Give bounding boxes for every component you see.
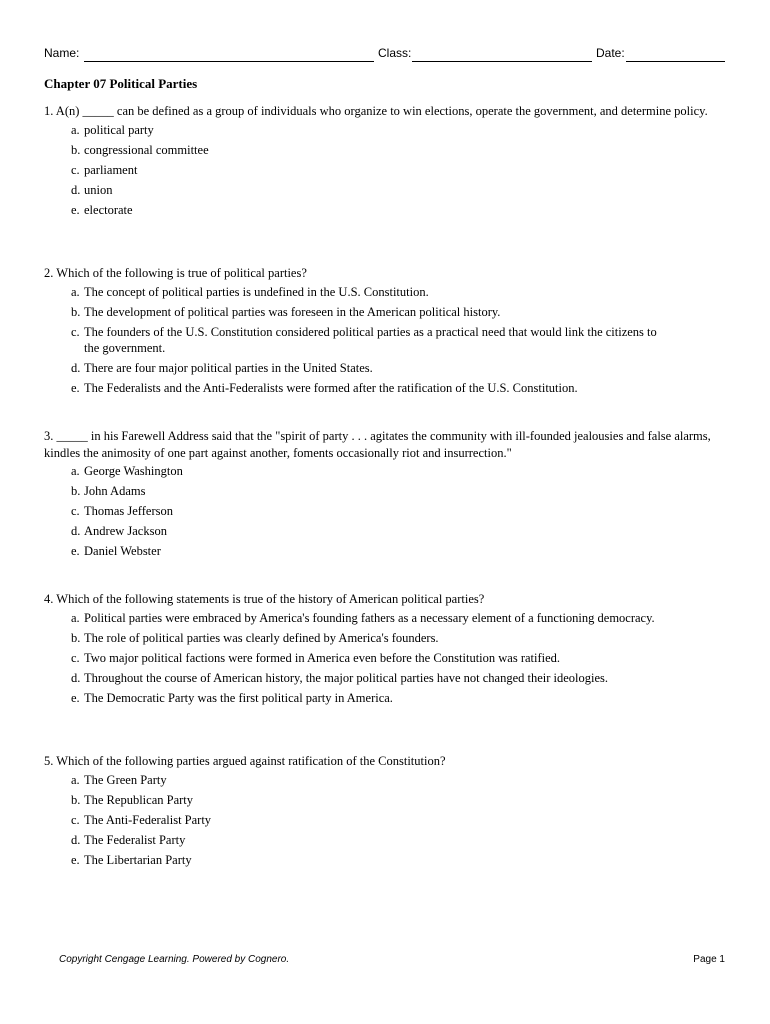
answer-option (44, 360, 724, 377)
question-stem: 2. Which of the following is true of political parties? (44, 266, 307, 280)
answer-option (44, 792, 724, 809)
option-letter: e. (71, 544, 80, 558)
option-text: electorate (84, 202, 133, 217)
option-letter: c. (71, 812, 80, 827)
option-letter: c. (71, 324, 80, 339)
question-stem: 1. A(n) _____ can be defined as a group of individuals who organize to win elections, operate the government, and determine policy. (44, 104, 708, 118)
answer-option (44, 772, 724, 789)
option-letter: c. (71, 504, 80, 518)
option-letter: c. (71, 162, 80, 177)
question-3 (44, 428, 724, 563)
option-text: congressional committee (84, 142, 209, 157)
answer-option (44, 202, 724, 219)
option-letter: d. (71, 182, 81, 197)
option-text: The Republican Party (84, 792, 193, 807)
answer-option (44, 503, 724, 520)
option-letter: c. (71, 650, 80, 665)
option-text: There are four major political parties in the United States. (84, 361, 373, 375)
question-1 (44, 103, 724, 222)
question-4 (44, 591, 724, 710)
option-letter: b. (71, 792, 81, 807)
option-letter: e. (71, 381, 80, 395)
page-footer (59, 954, 725, 965)
option-text: Two major political factions were formed in America even before the Constitution was ratified. (84, 650, 561, 665)
option-text: union (84, 182, 113, 197)
answer-option (44, 543, 724, 560)
answer-option (44, 523, 724, 540)
answer-options (44, 772, 724, 869)
class-blank (412, 61, 592, 62)
answer-option (44, 832, 724, 849)
option-text: Andrew Jackson (84, 524, 167, 538)
question-stem: 4. Which of the following statements is true of the history of American political parties? (44, 592, 485, 606)
question-5 (44, 753, 724, 872)
answer-options (44, 610, 724, 707)
page-number: Page 1 (693, 954, 725, 965)
copyright-text: Copyright Cengage Learning. Powered by Cognero. (59, 954, 290, 965)
question-2 (44, 265, 724, 400)
answer-option (44, 630, 724, 647)
option-letter: b. (71, 630, 81, 645)
answer-option (44, 380, 724, 397)
option-letter: b. (71, 484, 81, 498)
option-text: Throughout the course of American history, the major political parties have not changed their ideologies. (84, 670, 609, 685)
student-info-header (44, 44, 725, 64)
answer-option (44, 610, 724, 627)
option-letter: b. (71, 304, 81, 319)
page-title: Chapter 07 Political Parties (44, 76, 198, 91)
option-letter: b. (71, 142, 81, 157)
answer-option (44, 650, 724, 667)
option-text: The Anti-Federalist Party (84, 812, 212, 827)
question-stem: 3. _____ in his Farewell Address said that the "spirit of party . . . agitates the community with ill-founded jealousies and false alarms, kindles the animosity of one part against another, foments occasionally riot and insurrection." (44, 429, 711, 460)
question-stem: 5. Which of the following parties argued against ratification of the Constitution? (44, 754, 446, 768)
answer-option (44, 483, 724, 500)
answer-option (44, 690, 724, 707)
answer-option (44, 284, 724, 301)
option-text: The development of political parties was foreseen in the American political history. (84, 304, 501, 319)
option-text: parliament (84, 162, 138, 177)
option-letter: d. (71, 361, 81, 375)
option-text: The Green Party (84, 772, 167, 787)
option-letter: a. (71, 772, 80, 787)
answer-options (44, 463, 724, 560)
option-letter: a. (71, 464, 80, 478)
answer-option (44, 182, 724, 199)
answer-option (44, 142, 724, 159)
answer-option (44, 304, 724, 321)
option-letter: a. (71, 122, 80, 137)
option-letter: a. (71, 284, 80, 299)
answer-option (44, 122, 724, 139)
answer-option (44, 162, 724, 179)
answer-option (44, 812, 724, 829)
name-label: Name: (44, 46, 80, 60)
option-text: The Federalists and the Anti-Federalists were formed after the ratification of the U.S. Constitution. (84, 381, 578, 395)
option-letter: e. (71, 202, 80, 217)
answer-option (44, 852, 724, 869)
answer-options (44, 122, 724, 219)
option-text: The role of political parties was clearly defined by America's founders. (84, 630, 439, 645)
option-text: John Adams (84, 484, 146, 498)
option-letter: e. (71, 852, 80, 867)
name-blank (84, 61, 374, 62)
option-text: political party (84, 122, 154, 137)
answer-option (44, 324, 724, 357)
option-text: The Libertarian Party (84, 852, 192, 867)
option-letter: d. (71, 524, 81, 538)
option-letter: e. (71, 690, 80, 705)
option-letter: d. (71, 670, 81, 685)
option-text: The founders of the U.S. Constitution considered political parties as a practical need that would link the citizens to the government. (84, 324, 657, 355)
option-letter: a. (71, 610, 80, 625)
option-text: Thomas Jefferson (84, 504, 173, 518)
option-text: The Democratic Party was the first political party in America. (84, 690, 393, 705)
date-blank (626, 61, 725, 62)
option-text: The Federalist Party (84, 832, 186, 847)
date-label: Date: (596, 46, 625, 60)
option-letter: d. (71, 832, 81, 847)
option-text: Political parties were embraced by America's founding fathers as a necessary element of a functioning democracy. (84, 610, 655, 625)
option-text: George Washington (84, 464, 183, 478)
class-label: Class: (378, 46, 412, 60)
answer-options (44, 284, 724, 397)
option-text: The concept of political parties is undefined in the U.S. Constitution. (84, 284, 429, 299)
answer-option (44, 463, 724, 480)
option-text: Daniel Webster (84, 544, 161, 558)
answer-option (44, 670, 724, 687)
